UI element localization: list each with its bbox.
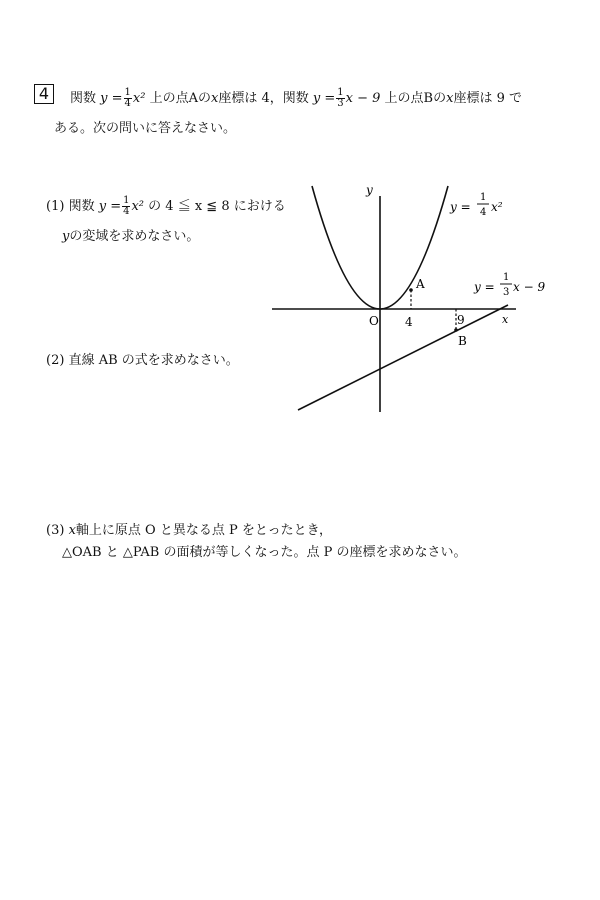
origin-label: O <box>369 314 379 328</box>
straight-line <box>298 305 508 410</box>
line-label-lhs: y = <box>474 280 495 294</box>
question-1-eq-numerator: 1 <box>123 195 130 206</box>
intro-xvar-2: x <box>446 91 454 106</box>
line-label-denominator: 3 <box>503 287 510 298</box>
problem-number: 4 <box>34 84 54 104</box>
line-label-rhs: x − 9 <box>513 280 546 294</box>
intro-text-3: 座標は 4，関数 <box>218 91 309 106</box>
tick-label-9: 9 <box>457 313 465 327</box>
parabola-label-denominator: 4 <box>480 207 487 218</box>
intro-eq1-denominator: 4 <box>124 98 131 109</box>
question-1-eq-denominator: 4 <box>123 206 130 217</box>
question-1-text-2: の 4 ≦ x ≦ 8 における <box>148 199 286 214</box>
point-b-label: B <box>458 334 467 348</box>
question-1-yvar: y <box>62 229 70 244</box>
intro-text-4: 上の点Bの <box>384 91 447 106</box>
point-b-marker <box>454 328 458 332</box>
intro-eq2-numerator: 1 <box>337 87 344 98</box>
point-a-marker <box>409 288 413 292</box>
parabola-equation-label <box>449 192 503 218</box>
question-3-text-1: 軸上に原点 O と異なる点 P をとったとき， <box>75 523 333 538</box>
question-3-line-2: △OAB と △PAB の面積が等しくなった。点 P の座標を求めなさい。 <box>62 545 467 560</box>
y-axis-label: y <box>366 183 373 197</box>
x-axis-label: x <box>502 313 509 326</box>
question-1-text-1: 関数 <box>68 199 95 214</box>
intro-text-2: 上の点Aの <box>149 91 211 106</box>
question-1-label: (1) <box>46 199 65 214</box>
parabola-label-numerator: 1 <box>480 192 487 203</box>
question-1-eq-lhs: y = <box>98 199 122 214</box>
intro-text-5: 座標は 9 で <box>453 91 522 106</box>
line-equation-label <box>473 272 545 298</box>
tick-label-4: 4 <box>405 315 413 329</box>
intro-xvar: x <box>210 91 219 106</box>
question-1-text-3: の変域を求めなさい。 <box>69 229 200 244</box>
intro-eq1-numerator: 1 <box>124 87 131 98</box>
intro-text-1: 関数 <box>70 91 97 106</box>
intro-line-2: ある。次の問いに答えなさい。 <box>54 121 237 136</box>
point-a-label: A <box>416 277 425 291</box>
question-2-text: 直線 AB の式を求めなさい。 <box>68 353 239 368</box>
parabola-label-lhs: y = <box>450 200 471 214</box>
intro-eq2-rhs: x − 9 <box>345 91 381 106</box>
intro-eq2-denominator: 3 <box>337 98 344 109</box>
question-3-label: (3) <box>46 523 65 538</box>
line-label-numerator: 1 <box>503 272 510 283</box>
intro-eq2-lhs: y = <box>312 91 336 106</box>
question-3-xvar: x <box>68 523 76 538</box>
intro-eq1-rhs: x² <box>132 91 146 106</box>
parabola-label-rhs: x² <box>491 200 503 214</box>
question-2-label: (2) <box>46 353 65 368</box>
intro-eq1-lhs: y = <box>100 91 123 106</box>
question-1-eq-rhs: x² <box>131 199 145 214</box>
